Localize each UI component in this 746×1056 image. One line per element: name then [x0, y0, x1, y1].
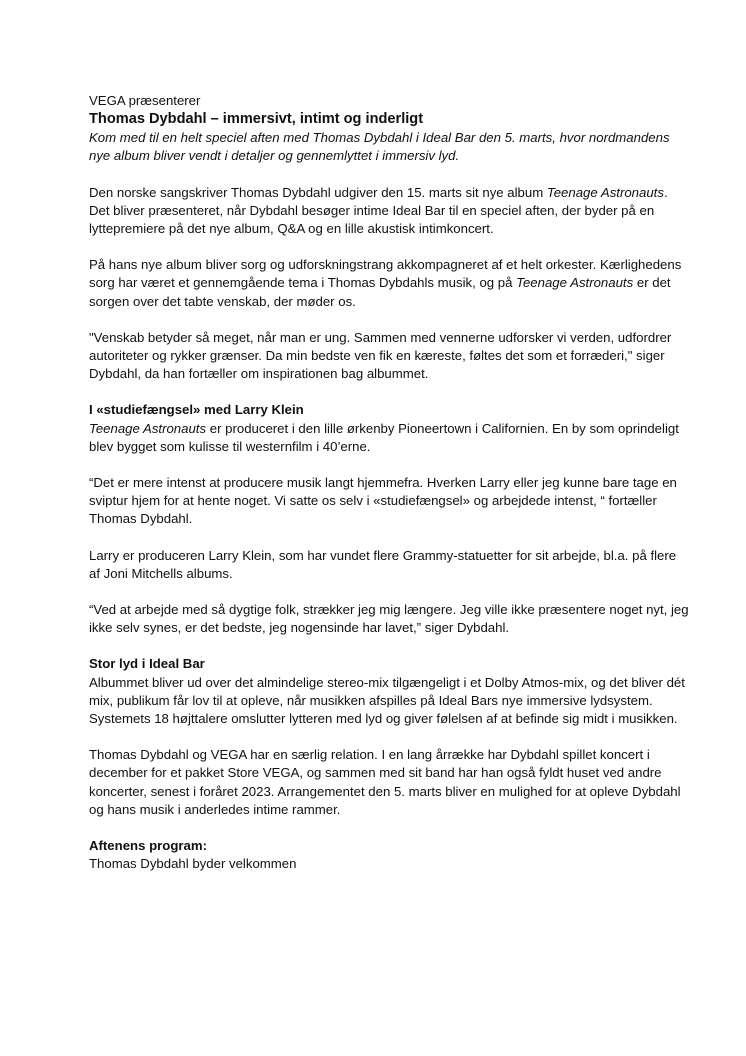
- paragraph-pioneertown: [89, 420, 689, 456]
- paragraph-intro-text-a: Den norske sangskriver Thomas Dybdahl udgiver den 15. marts sit nye album: [89, 184, 547, 200]
- paragraph-album-theme-text-a: På hans nye album bliver sorg og udforskningstrang akkompagneret af et helt orkester. Kærlighedens sorg har været et gennemgående tema i Thomas Dybdahls musik, og på: [89, 257, 682, 291]
- quote-friendship: "Venskab betyder så meget, når man er ung. Sammen med vennerne udforsker vi verden, udfordrer autoriteter og rykker grænser. Da min bedste ven fik en kæreste, føltes det som et forræderi," siger Dybdahl, da han fortæller om inspirationen bag albummet.: [89, 329, 672, 382]
- kicker: VEGA præsenterer: [89, 93, 201, 108]
- section-heading-studio: I «studiefængsel» med Larry Klein: [89, 402, 304, 418]
- quote-studio: “Det er mere intenst at producere musik langt hjemmefra. Hverken Larry eller jeg kunne bare tage en sviptur hjem for at hente noget. Vi satte os selv i «studiefængsel» og arbejdede intenst, “ fortæller Thomas Dybdahl.: [89, 475, 677, 527]
- quote-skilled-people: “Ved at arbejde med så dygtige folk, strækker jeg mig længere. Jeg ville ikke præsentere noget nyt, jeg ikke selv synes, er det bedste, jeg nogensinde har lavet,” siger Dybdahl.: [89, 602, 689, 636]
- section-heading-sound: Stor lyd i Ideal Bar: [89, 656, 205, 672]
- paragraph-pioneertown-text: er produceret i den lille ørkenby Pioneertown i Californien. En by som oprindeligt blev bygget som kulisse til westernfilm i 40’erne.: [89, 420, 679, 454]
- paragraph-larry-klein: Larry er produceren Larry Klein, som har vundet flere Grammy-statuetter for sit arbejde, bl.a. på flere af Joni Mitchells albums.: [89, 547, 677, 581]
- document-page: [89, 92, 689, 874]
- paragraph-album-theme-text-b: er det sorgen over det tabte venskab, der møder os.: [89, 275, 671, 309]
- album-title: Teenage Astronauts: [516, 275, 634, 291]
- program-item: Thomas Dybdahl byder velkommen: [89, 856, 297, 872]
- album-title: Teenage Astronauts: [546, 184, 664, 200]
- paragraph-album-theme: [89, 256, 689, 311]
- paragraph-vega-relation: Thomas Dybdahl og VEGA har en særlig relation. I en lang årrække har Dybdahl spillet koncert i december for et pakket Store VEGA, og sammen med sit band har han også fyldt huset ved andre koncerter, senest i foråret 2023. Arrangementet den 5. marts bliver en mulighed for at opleve Dybdahl og hans musik i anderledes intime rammer.: [89, 747, 681, 817]
- paragraph-dolby-atmos: Albummet bliver ud over det almindelige stereo-mix tilgængeligt i et Dolby Atmos-mix, og det bliver dét mix, publikum får lov til at opleve, når musikken afspilles på Ideal Bars nye immersive lydsystem. Systemets 18 højttalere omslutter lytteren med lyd og giver følelsen af at befinde sig midt i musikken.: [89, 674, 685, 727]
- page-title: Thomas Dybdahl – immersivt, intimt og inderligt: [89, 111, 424, 128]
- section-heading-program: Aftenens program:: [89, 838, 207, 854]
- lead-paragraph: Kom med til en helt speciel aften med Thomas Dybdahl i Ideal Bar den 5. marts, hvor nordmandens nye album bliver vendt i detaljer og gennemlyttet i immersiv lyd.: [89, 130, 670, 164]
- paragraph-intro-text-b: . Det bliver præsenteret, når Dybdahl besøger intime Ideal Bar til en speciel aften, der byder på en lyttepremiere på det nye album, Q&A og en lille akustisk intimkoncert.: [89, 184, 668, 237]
- paragraph-intro: [89, 184, 689, 239]
- album-title: Teenage Astronauts: [89, 420, 207, 436]
